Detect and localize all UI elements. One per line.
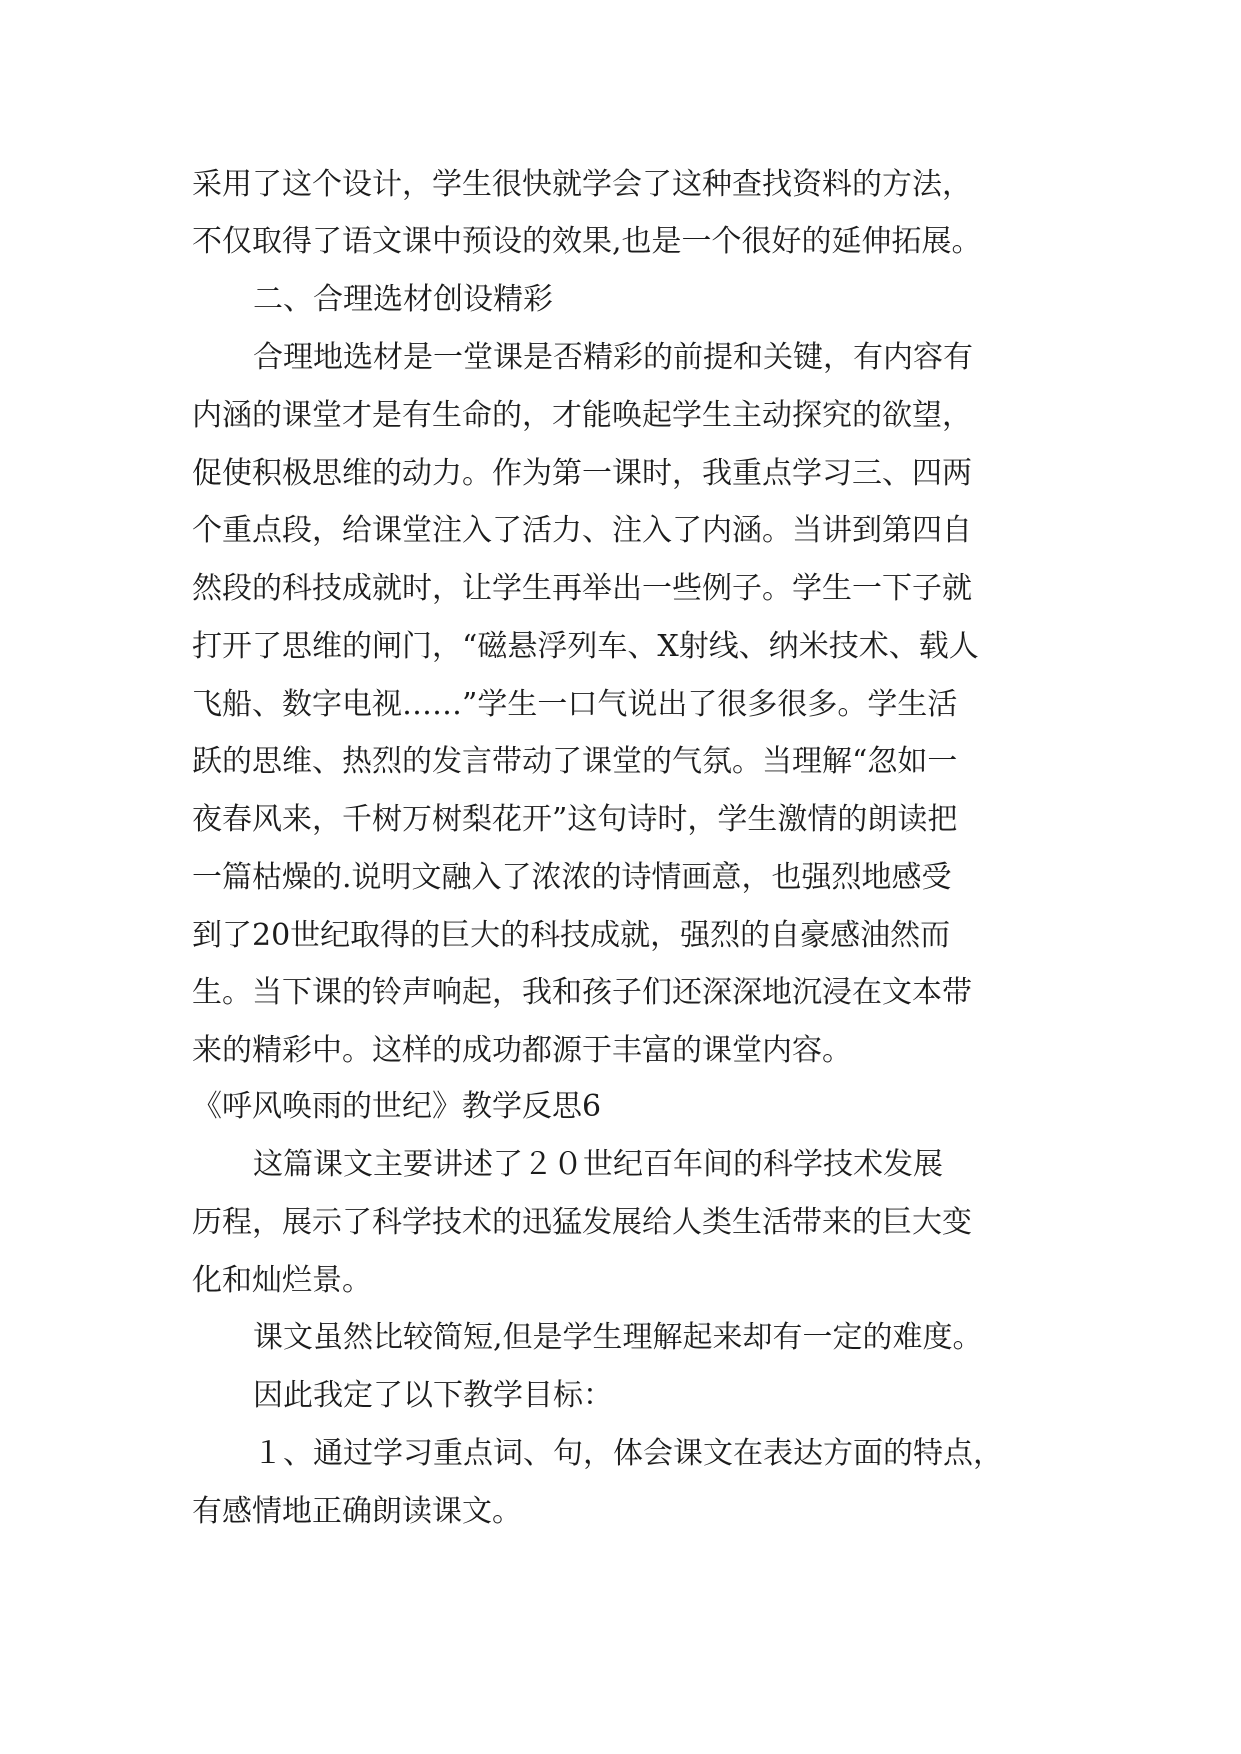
text-line-15: 生。当下课的铃声响起，我和孩子们还深深地沉浸在文本带 bbox=[192, 975, 972, 1010]
text-line-4: 合理地选材是一堂课是否精彩的前提和关键，有内容有 bbox=[253, 340, 973, 375]
section-heading-2: 二、合理选材创设精彩 bbox=[253, 282, 553, 317]
text-line-7: 个重点段，给课堂注入了活力、注入了内涵。当讲到第四自 bbox=[192, 513, 972, 548]
text-line-9: 打开了思维的闸门，“磁悬浮列车、X射线、纳米技术、载人 bbox=[192, 629, 979, 664]
text-line-2: 不仅取得了语文课中预设的效果,也是一个很好的延伸拓展。 bbox=[192, 224, 982, 259]
text-line-10: 飞船、数字电视……”学生一口气说出了很多很多。学生活 bbox=[192, 687, 958, 722]
text-line-5: 内涵的课堂才是有生命的，才能唤起学生主动探究的欲望， bbox=[192, 398, 972, 433]
text-line-14: 到了20世纪取得的巨大的科技成就，强烈的自豪感油然而 bbox=[192, 918, 951, 953]
text-line-24: 有感情地正确朗读课文。 bbox=[192, 1494, 522, 1529]
article-title: 《呼风唤雨的世纪》教学反思6 bbox=[192, 1089, 602, 1124]
text-line-13: 一篇枯燥的.说明文融入了浓浓的诗情画意，也强烈地感受 bbox=[192, 860, 952, 895]
text-line-1: 采用了这个设计，学生很快就学会了这种查找资料的方法， bbox=[192, 167, 972, 202]
text-line-8: 然段的科技成就时，让学生再举出一些例子。学生一下子就 bbox=[192, 571, 972, 606]
text-line-23: １、通过学习重点词、句，体会课文在表达方面的特点， bbox=[253, 1436, 1003, 1471]
text-line-18: 这篇课文主要讲述了２０世纪百年间的科学技术发展 bbox=[253, 1147, 943, 1182]
text-line-16: 来的精彩中。这样的成功都源于丰富的课堂内容。 bbox=[192, 1033, 852, 1068]
text-line-12: 夜春风来，千树万树梨花开”这句诗时，学生激情的朗读把 bbox=[192, 802, 958, 837]
text-line-22: 因此我定了以下教学目标： bbox=[253, 1378, 613, 1413]
text-line-20: 化和灿烂景。 bbox=[192, 1263, 372, 1298]
text-line-19: 历程，展示了科学技术的迅猛发展给人类生活带来的巨大变 bbox=[192, 1205, 972, 1240]
text-line-6: 促使积极思维的动力。作为第一课时，我重点学习三、四两 bbox=[192, 456, 972, 491]
text-line-21: 课文虽然比较简短,但是学生理解起来却有一定的难度。 bbox=[253, 1320, 983, 1355]
text-line-11: 跃的思维、热烈的发言带动了课堂的气氛。当理解“忽如一 bbox=[192, 744, 958, 779]
